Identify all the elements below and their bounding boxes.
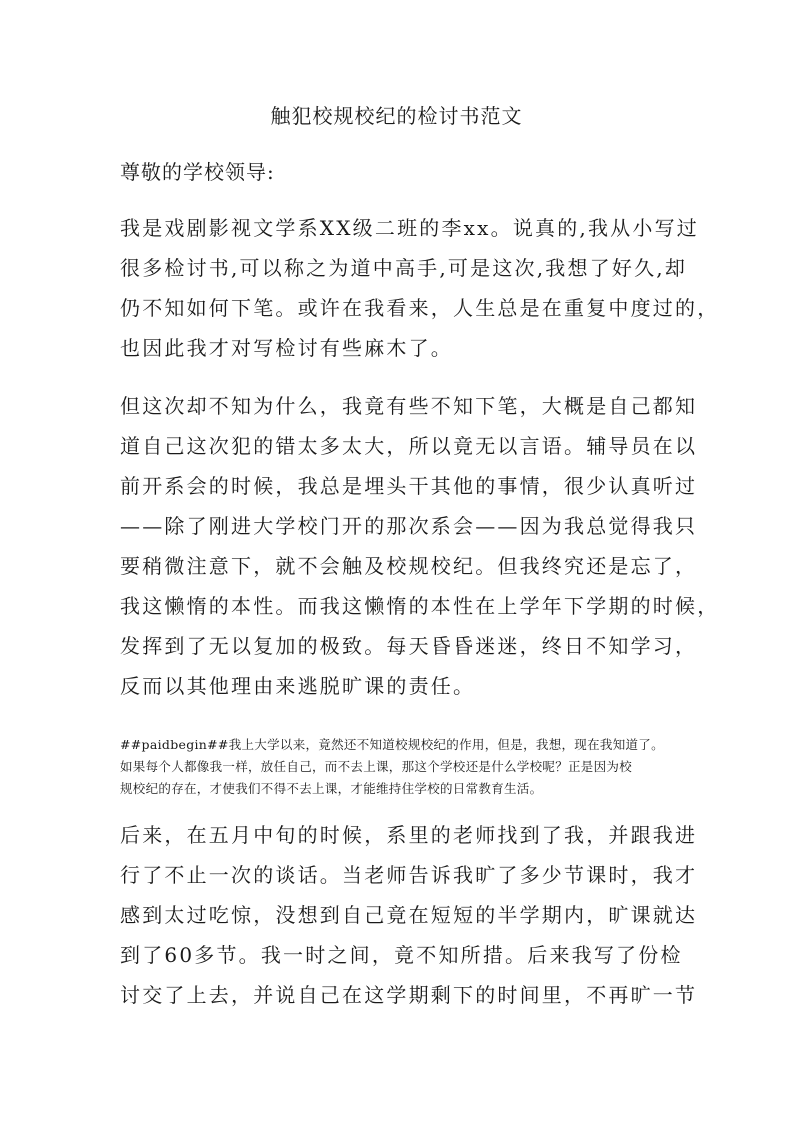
text-line: 讨交了上去，并说自己在这学期剩下的时间里，不再旷一节: [120, 983, 698, 1007]
text-line: 发挥到了无以复加的极致。每天昏昏迷迷，终日不知学习，: [120, 634, 698, 658]
text-line: 我是戏剧影视文学系XX级二班的李xx。说真的,我从小写过: [120, 216, 699, 240]
text-line: 规校纪的存在，才使我们不得不去上课，才能维持住学校的日常教育生活。: [120, 781, 543, 796]
text-line: 前开系会的时候，我总是埋头干其他的事情，很少认真听过: [120, 474, 698, 498]
text-line: 道自己这次犯的错太多太大，所以竟无以言语。辅导员在以: [120, 434, 698, 458]
document-title: 触犯校规校纪的检讨书范文: [270, 104, 523, 128]
text-line: 后来，在五月中旬的时候，系里的老师找到了我，并跟我进: [120, 823, 698, 847]
text-line: 到了60多节。我一时之间，竟不知所措。后来我写了份检: [120, 943, 683, 967]
text-line: ##paidbegin##我上大学以来，竟然还不知道校规校纪的作用，但是，我想，现在我知道了。: [120, 737, 664, 752]
paragraph-1: [120, 208, 720, 368]
paragraph-4: [120, 815, 698, 1015]
text-line: 要稍微注意下，就不会触及校规校纪。但我终究还是忘了，: [120, 554, 698, 578]
paragraph-3-small: [120, 734, 680, 800]
text-line: 我这懒惰的本性。而我这懒惰的本性在上学年下学期的时候，: [120, 594, 720, 618]
salutation: 尊敬的学校领导:: [120, 160, 275, 184]
text-line: 但这次却不知为什么，我竟有些不知下笔，大概是自己都知: [120, 394, 698, 418]
text-line: 仍不知如何下笔。或许在我看来，人生总是在重复中度过的，: [120, 296, 720, 320]
text-line: ——除了刚进大学校门开的那次系会——因为我总觉得我只: [120, 514, 698, 538]
paragraph-2: [120, 386, 720, 706]
text-line: 行了不止一次的谈话。当老师告诉我旷了多少节课时，我才: [120, 863, 698, 887]
text-line: 如果每个人都像我一样，放任自己，而不去上课，那这个学校还是什么学校呢？正是因为校: [120, 759, 633, 774]
text-line: 很多检讨书,可以称之为道中高手,可是这次,我想了好久,却: [120, 256, 688, 280]
text-line: 感到太过吃惊，没想到自己竟在短短的半学期内，旷课就达: [120, 903, 698, 927]
text-line: 反而以其他理由来逃脱旷课的责任。: [120, 674, 476, 698]
text-line: 也因此我才对写检讨有些麻木了。: [120, 336, 453, 360]
